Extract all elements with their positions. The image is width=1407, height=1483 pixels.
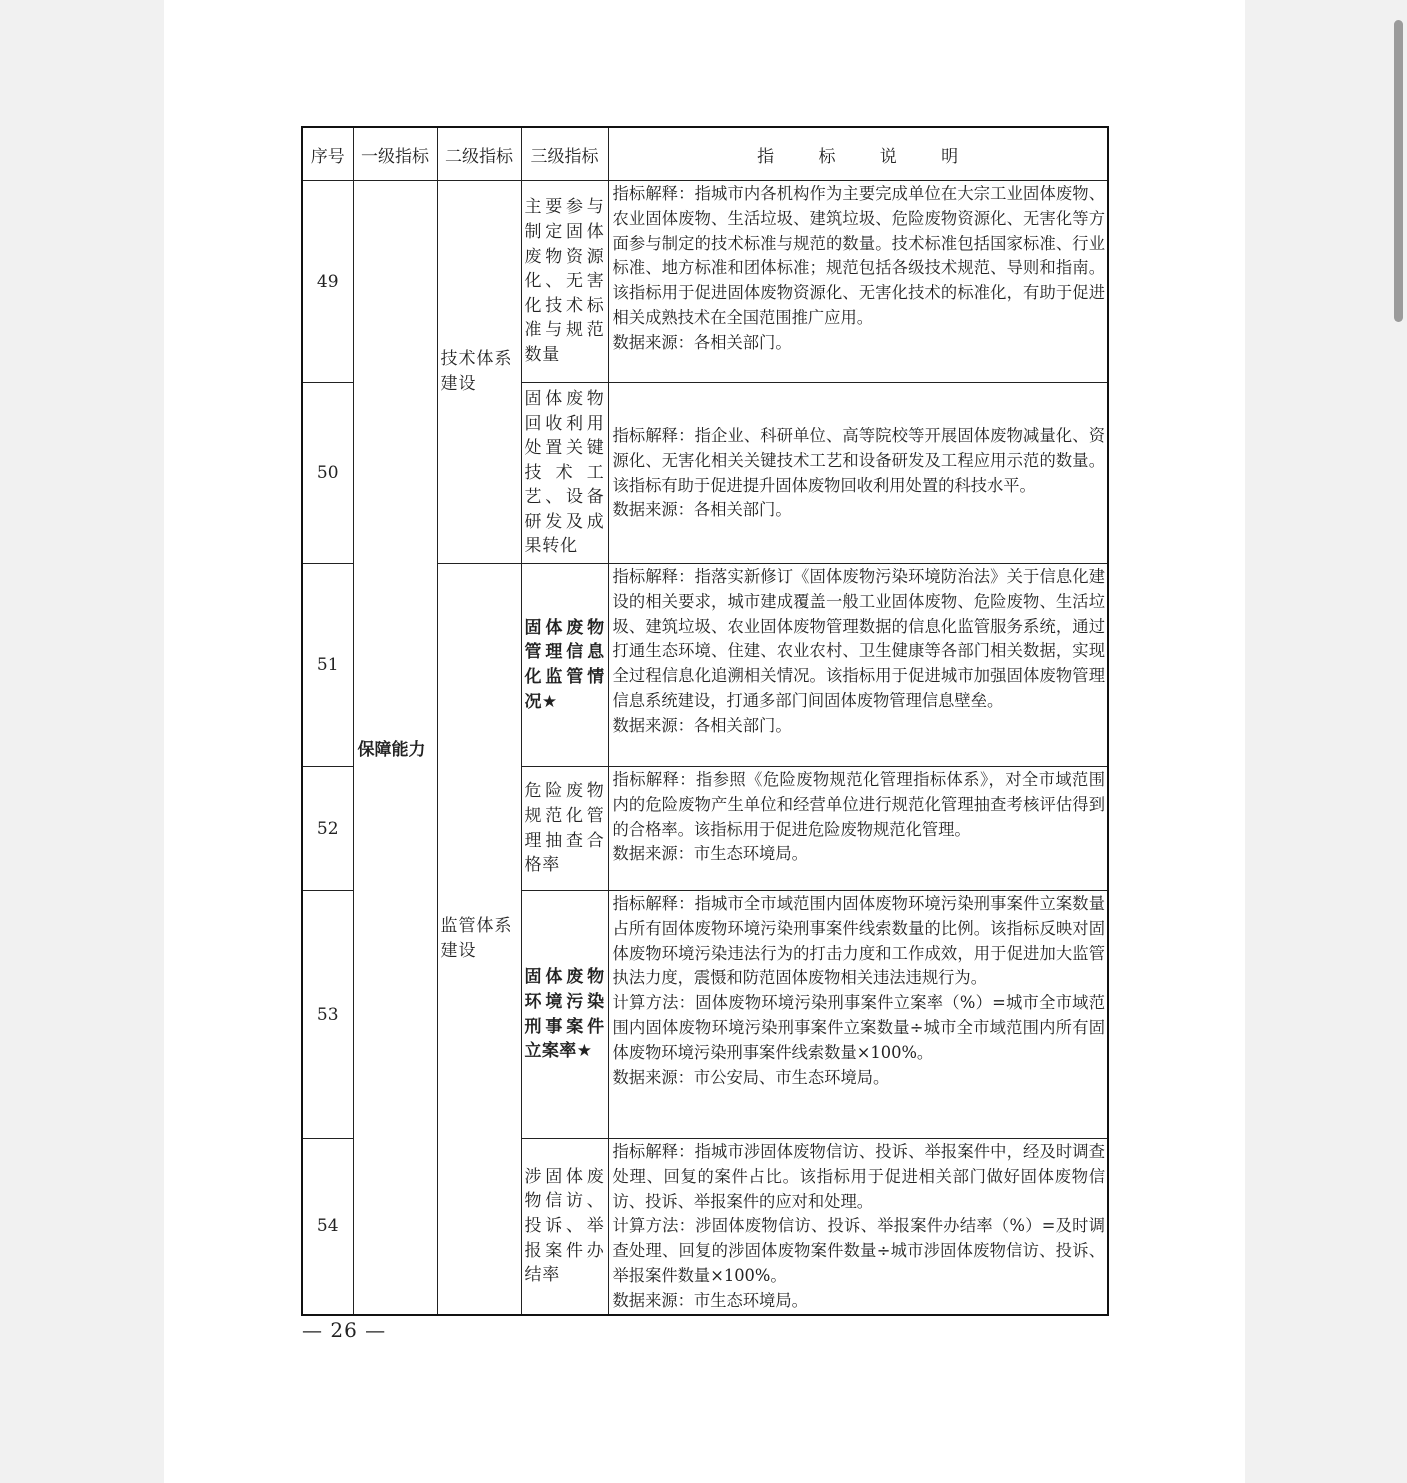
indicator-description: 指标解释：指城市全市域范围内固体废物环境污染刑事案件立案数量占所有固体废物环境污染刑事案件线索数量的比例。该指标反映对固体废物环境污染违法行为的打击力度和工作成效，用于促进加大监管执法力度，震慑和防范固体废物相关违法违规行为。 计算方法：固体废物环境污染刑事案件立案率（%）=城市全市域范围内固体废物环境污染刑事案件立案数量÷城市全市域范围内所有固体废物环境污染刑事案件线索数量×100%。 数据来源：市公安局、市生态环境局。 [608,891,1108,1139]
header-seq: 序号 [302,127,353,181]
level3-indicator: 固体废物回收利用处置关键技术工艺、设备研发及成果转化 [521,383,608,564]
indicator-description: 指标解释：指参照《危险废物规范化管理指标体系》，对全市域范围内的危险废物产生单位和经营单位进行规范化管理抽查考核评估得到的合格率。该指标用于促进危险废物规范化管理。 数据来源：市生态环境局。 [608,767,1108,891]
level1-indicator: 保障能力 [353,181,437,1315]
table-row [302,181,1108,383]
row-number: 51 [302,564,353,767]
level3-indicator: 固体废物环境污染刑事案件立案率★ [521,891,608,1139]
header-level2: 二级指标 [437,127,521,181]
level3-indicator: 涉固体废物信访、投诉、举报案件办结率 [521,1139,608,1315]
header-description: 指 标 说 明 [608,127,1108,181]
indicator-description: 指标解释：指企业、科研单位、高等院校等开展固体废物减量化、资源化、无害化相关关键技术工艺和设备研发及工程应用示范的数量。该指标有助于促进提升固体废物回收利用处置的科技水平。 数据来源：各相关部门。 [608,383,1108,564]
indicator-description: 指标解释：指落实新修订《固体废物污染环境防治法》关于信息化建设的相关要求，城市建成覆盖一般工业固体废物、危险废物、生活垃圾、建筑垃圾、农业固体废物管理数据的信息化监管服务系统，通过打通生态环境、住建、农业农村、卫生健康等各部门相关数据，实现全过程信息化追溯相关情况。该指标用于促进城市加强固体废物管理信息系统建设，打通多部门间固体废物管理信息壁垒。 数据来源：各相关部门。 [608,564,1108,767]
row-number: 50 [302,383,353,564]
level3-indicator: 危险废物规范化管理抽查合格率 [521,767,608,891]
row-number: 53 [302,891,353,1139]
header-level3: 三级指标 [521,127,608,181]
page-number: — 26 — [302,1318,387,1342]
indicator-table [301,126,1109,1316]
row-number: 54 [302,1139,353,1315]
row-number: 49 [302,181,353,383]
level3-indicator: 主要参与制定固体废物资源化、无害化技术标准与规范数量 [521,181,608,383]
header-level1: 一级指标 [353,127,437,181]
table-header-row [302,127,1108,181]
level2-indicator: 监管体系建设 [437,564,521,1315]
indicator-description: 指标解释：指城市涉固体废物信访、投诉、举报案件中，经及时调查处理、回复的案件占比。该指标用于促进相关部门做好固体废物信访、投诉、举报案件的应对和处理。 计算方法：涉固体废物信访、投诉、举报案件办结率（%）=及时调查处理、回复的涉固体废物案件数量÷城市涉固体废物信访、投诉、举报案件数量×100%。 数据来源：市生态环境局。 [608,1139,1108,1315]
indicator-description: 指标解释：指城市内各机构作为主要完成单位在大宗工业固体废物、农业固体废物、生活垃圾、建筑垃圾、危险废物资源化、无害化等方面参与制定的技术标准与规范的数量。技术标准包括国家标准、行业标准、地方标准和团体标准；规范包括各级技术规范、导则和指南。该指标用于促进固体废物资源化、无害化技术的标准化，有助于促进相关成熟技术在全国范围推广应用。 数据来源：各相关部门。 [608,181,1108,383]
level2-indicator: 技术体系建设 [437,181,521,564]
scrollbar-thumb[interactable] [1394,20,1403,322]
level3-indicator: 固体废物管理信息化监管情况★ [521,564,608,767]
row-number: 52 [302,767,353,891]
